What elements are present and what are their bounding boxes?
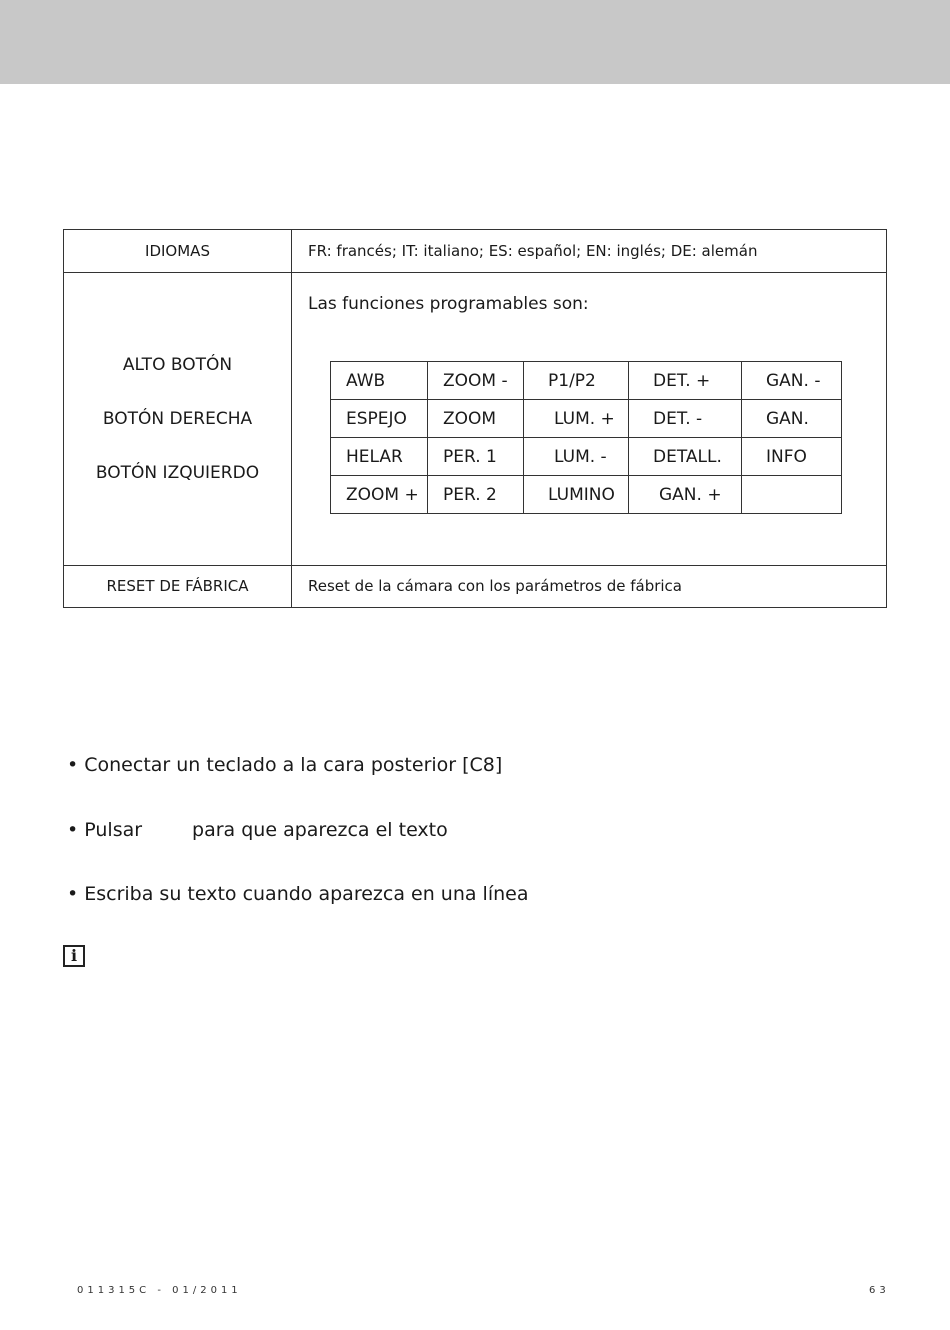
button-label-top: ALTO BOTÓN: [122, 354, 233, 375]
function-cell: LUMINO: [524, 476, 629, 514]
function-cell: GAN.: [742, 400, 842, 438]
instruction-press-key: [67, 819, 448, 841]
instruction-press-label: • Pulsar: [67, 819, 143, 841]
function-cell: [742, 476, 842, 514]
function-cell: INFO: [742, 438, 842, 476]
functions-row: [331, 438, 842, 476]
function-cell: DETALL.: [629, 438, 742, 476]
languages-value: FR: francés; IT: italiano; ES: español; EN: inglés; DE: alemán: [292, 230, 887, 273]
functions-table: [330, 361, 842, 514]
button-label-right: BOTÓN DERECHA: [102, 408, 253, 429]
functions-row: [331, 476, 842, 514]
button-labels-cell: [64, 273, 292, 566]
function-cell: ESPEJO: [331, 400, 428, 438]
info-icon: i: [63, 945, 85, 967]
table-row-languages: [64, 230, 887, 273]
instruction-type-text: • Escriba su texto cuando aparezca en una línea: [67, 883, 529, 905]
factory-reset-label: RESET DE FÁBRICA: [64, 565, 292, 607]
functions-cell: [292, 273, 887, 566]
functions-row: [331, 400, 842, 438]
header-band: [0, 0, 950, 84]
functions-description: Las funciones programables son:: [308, 294, 589, 315]
settings-table: [63, 229, 887, 608]
function-cell: DET. +: [629, 362, 742, 400]
button-label-left: BOTÓN IZQUIERDO: [95, 462, 260, 483]
table-row-buttons: [64, 273, 887, 566]
function-cell: DET. -: [629, 400, 742, 438]
factory-reset-value: Reset de la cámara con los parámetros de fábrica: [292, 565, 887, 607]
function-cell: ZOOM +: [331, 476, 428, 514]
instruction-press-suffix: para que aparezca el texto: [192, 819, 448, 841]
table-row-factory-reset: [64, 565, 887, 607]
function-cell: ZOOM -: [428, 362, 524, 400]
languages-label: IDIOMAS: [64, 230, 292, 273]
function-cell: GAN. +: [629, 476, 742, 514]
function-cell: LUM. +: [524, 400, 629, 438]
instruction-connect-keyboard: • Conectar un teclado a la cara posterior [C8]: [67, 754, 503, 776]
function-cell: GAN. -: [742, 362, 842, 400]
document-reference: 011315C - 01/2011: [77, 1285, 242, 1296]
function-cell: P1/P2: [524, 362, 629, 400]
function-cell: PER. 1: [428, 438, 524, 476]
page-number: 63: [869, 1285, 890, 1296]
button-list: [64, 355, 291, 483]
functions-row: [331, 362, 842, 400]
function-cell: AWB: [331, 362, 428, 400]
function-cell: LUM. -: [524, 438, 629, 476]
function-cell: HELAR: [331, 438, 428, 476]
function-cell: ZOOM: [428, 400, 524, 438]
function-cell: PER. 2: [428, 476, 524, 514]
